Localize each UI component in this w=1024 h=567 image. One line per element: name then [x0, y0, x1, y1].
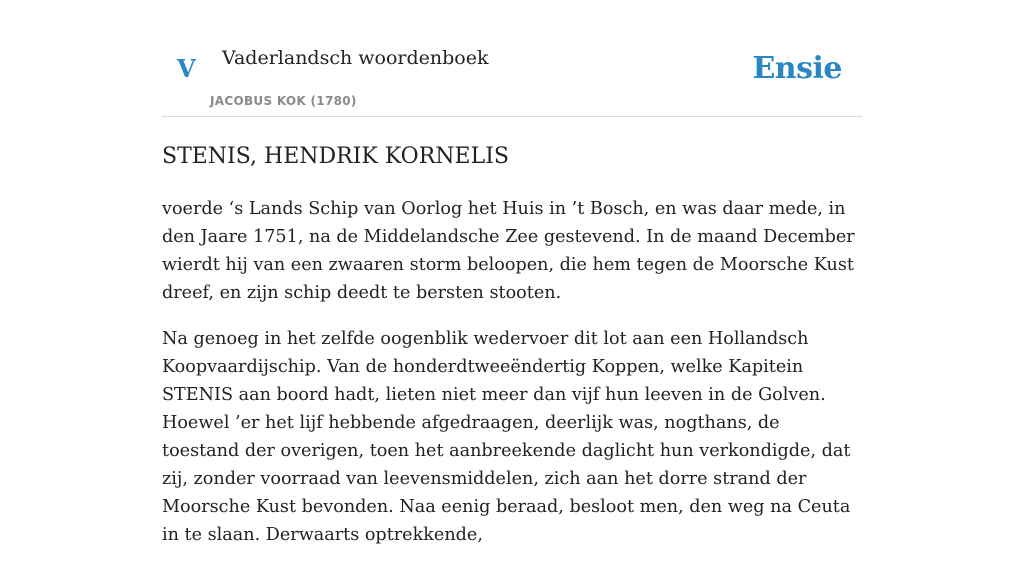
book-author: JACOBUS KOK (1780)	[210, 94, 357, 108]
entry-title: STENIS, HENDRIK KORNELIS	[162, 144, 509, 169]
book-title[interactable]: Vaderlandsch woordenboek	[222, 47, 489, 69]
entry-body	[162, 195, 862, 549]
book-letter-icon[interactable]: V	[177, 54, 196, 83]
book-header	[162, 0, 862, 117]
brand-logo[interactable]: Ensie	[752, 51, 842, 86]
entry-paragraph: voerde ‘s Lands Schip van Oorlog het Huis in ’t Bosch, en was daar mede, in den Jaare 1751, na de Middelandsche Zee gestevend. In de maand December wierdt hij van een zwaaren storm beloopen, die hem tegen de Moorsche Kust dreef, en zijn schip deedt te bersten stooten.	[162, 199, 855, 303]
entry-paragraph: Na genoeg in het zelfde oogenblik wedervoer dit lot aan een Hollandsch Koopvaardijschip. Van de honderdtweeëndertig Koppen, welke Kapitein STENIS aan boord hadt, lieten niet meer dan vijf hun leeven in de Golven. Hoewel ’er het lijf hebbende afgedraagen, deerlijk was, nogthans, de toestand der overigen, toen het aanbreekende daglicht hun verkondigde, dat zij, zonder voorraad van leevensmiddelen, zich aan het dorre strand der Moorsche Kust bevonden. Naa eenig beraad, besloot men, den weg na Ceuta in te slaan. Derwaarts optrekkende,	[162, 329, 851, 545]
article-page	[162, 0, 862, 567]
